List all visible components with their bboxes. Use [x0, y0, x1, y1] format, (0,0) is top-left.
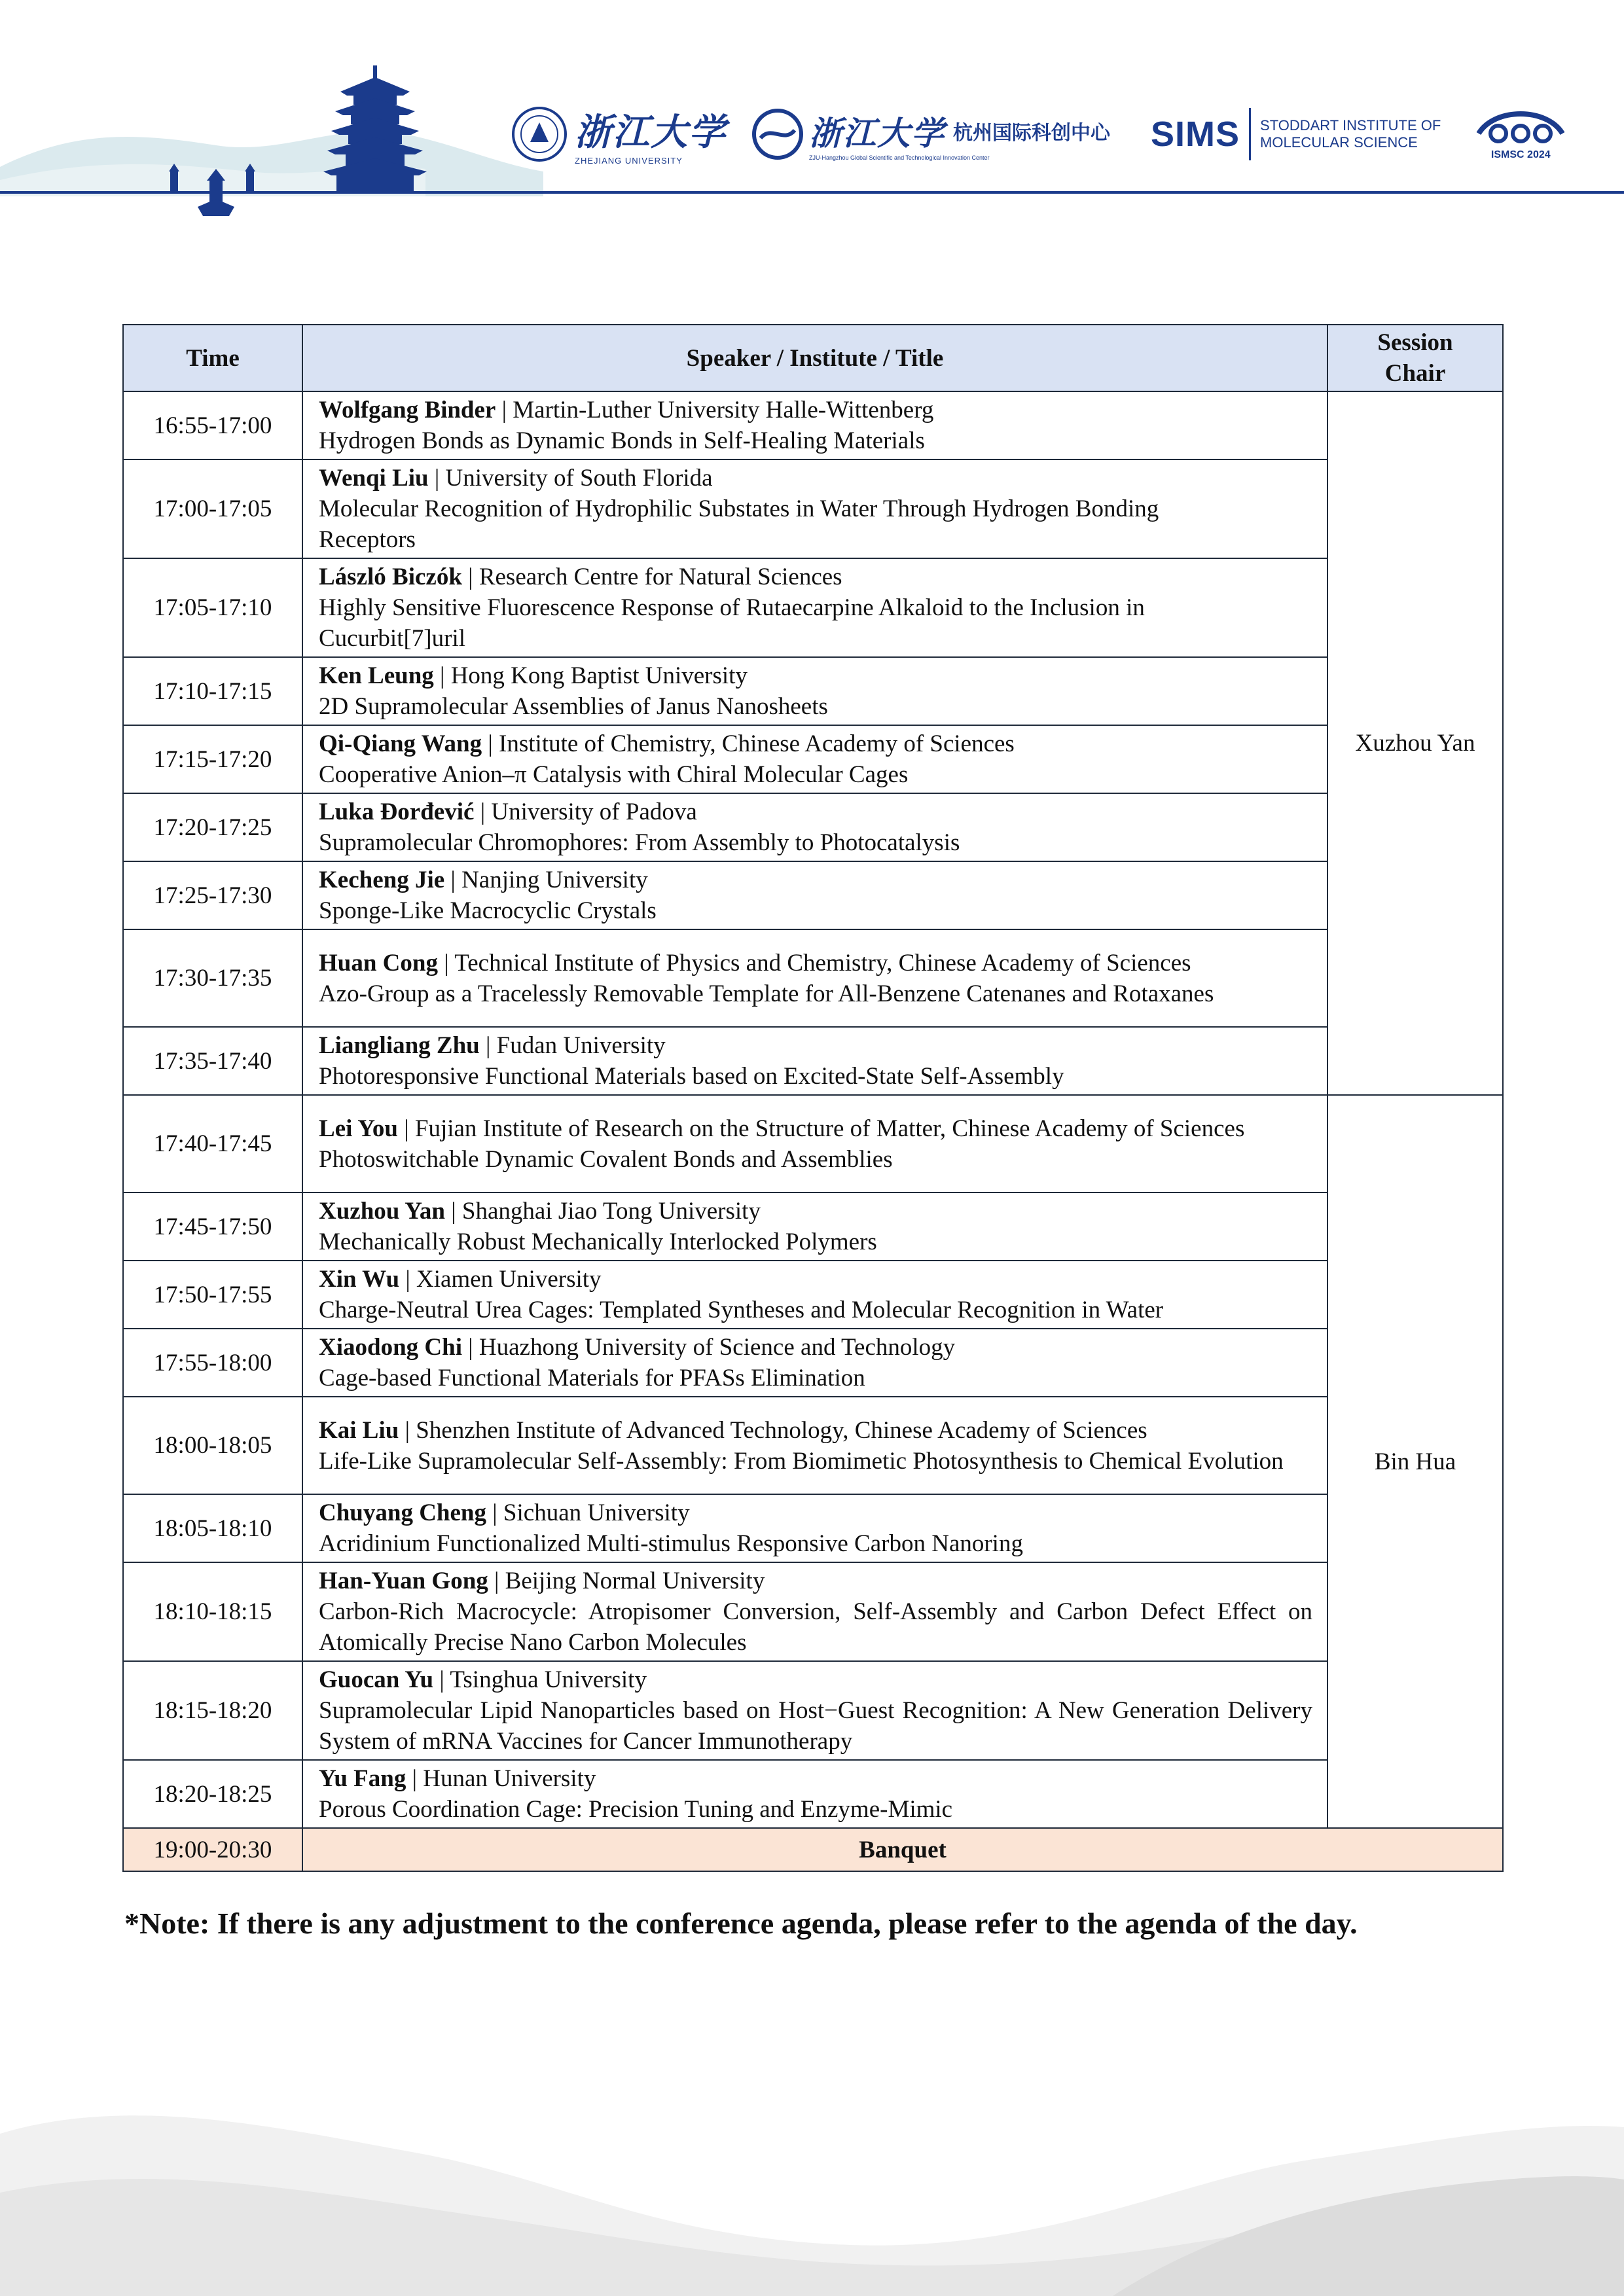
talk-title: Acridinium Functionalized Multi-stimulus Responsive Carbon Nanoring [319, 1530, 1023, 1557]
header-session-chair: Session Chair [1327, 325, 1503, 391]
talk-title: Porous Coordination Cage: Precision Tuning and Enzyme-Mimic [319, 1796, 953, 1823]
talk-cell [302, 657, 1327, 725]
speaker-name: Huan Cong [319, 949, 438, 977]
header-time: Time [123, 325, 302, 391]
talk-title: Charge-Neutral Urea Cages: Templated Syntheses and Molecular Recognition in Water [319, 1297, 1164, 1323]
talk-title: Molecular Recognition of Hydrophilic Substates in Water Through Hydrogen Bonding Receptors [319, 495, 1159, 553]
talk-cell [302, 861, 1327, 929]
institute: | Institute of Chemistry, Chinese Academy of Sciences [482, 730, 1015, 757]
time-cell: 17:35-17:40 [123, 1027, 302, 1095]
time-cell: 17:50-17:55 [123, 1261, 302, 1329]
time-cell: 18:05-18:10 [123, 1494, 302, 1562]
speaker-name: Kai Liu [319, 1416, 399, 1444]
speaker-name: Han-Yuan Gong [319, 1568, 488, 1594]
table-row [123, 1760, 1503, 1828]
talk-cell [302, 459, 1327, 558]
talk-title: Cage-based Functional Materials for PFASs Elimination [319, 1365, 865, 1391]
header-speaker: Speaker / Institute / Title [302, 325, 1327, 391]
institute: | University of South Florida [428, 465, 713, 492]
time-cell: 17:45-17:50 [123, 1193, 302, 1261]
table-row [123, 725, 1503, 793]
talk-title: 2D Supramolecular Assemblies of Janus Nanosheets [319, 693, 828, 720]
table-row [123, 1397, 1503, 1494]
talk-title: Highly Sensitive Fluorescence Response of Rutaecarpine Alkaloid to the Inclusion in Cucurbit[7]uril [319, 594, 1145, 652]
banquet-row [123, 1828, 1503, 1871]
talk-cell [302, 1193, 1327, 1261]
footer-landscape [0, 2081, 1624, 2296]
speaker-name: Wolfgang Binder [319, 397, 496, 423]
institute: | Martin-Luther University Halle-Wittenberg [496, 397, 934, 423]
institute: | Technical Institute of Physics and Chemistry, Chinese Academy of Sciences [437, 949, 1191, 977]
talk-cell [302, 1494, 1327, 1562]
talk-cell [302, 1261, 1327, 1329]
zju-hz-name-en: ZJU-Hangzhou Global Scientific and Technological Innovation Center [809, 154, 990, 161]
institute: | Xiamen University [399, 1266, 602, 1293]
table-row [123, 793, 1503, 861]
agenda-note: *Note: If there is any adjustment to the conference agenda, please refer to the agenda of the day. [124, 1907, 1358, 1940]
banquet-time: 19:00-20:30 [123, 1828, 302, 1871]
table-row [123, 1329, 1503, 1397]
zju-logo [511, 103, 727, 166]
talk-cell [302, 1397, 1327, 1494]
talk-cell [302, 793, 1327, 861]
zju-hz-name-cn: 浙江大学 [809, 114, 945, 152]
sims-line1: STODDART INSTITUTE OF [1260, 117, 1441, 134]
table-row [123, 1261, 1503, 1329]
institute: | Nanjing University [444, 867, 648, 893]
agenda-table [122, 324, 1504, 1872]
time-cell: 17:55-18:00 [123, 1329, 302, 1397]
time-cell: 16:55-17:00 [123, 391, 302, 459]
table-row [123, 861, 1503, 929]
talk-cell [302, 1027, 1327, 1095]
ismsc-logo [1475, 107, 1566, 161]
talk-cell [302, 391, 1327, 459]
speaker-name: Guocan Yu [319, 1666, 434, 1693]
institute: | Shenzhen Institute of Advanced Technology, Chinese Academy of Sciences [399, 1416, 1147, 1444]
time-cell: 17:10-17:15 [123, 657, 302, 725]
sims-logo [1151, 108, 1441, 160]
talk-cell [302, 725, 1327, 793]
time-cell: 17:05-17:10 [123, 558, 302, 657]
speaker-name: Xin Wu [319, 1266, 400, 1293]
zju-name-en: ZHEJIANG UNIVERSITY [575, 155, 683, 166]
session-chair-cell: Bin Hua [1327, 1095, 1503, 1828]
speaker-name: Luka Đorđević [319, 798, 475, 825]
zju-name-cn: 浙江大学 [575, 110, 727, 154]
zju-hz-center-cn: 杭州国际科创中心 [953, 122, 1110, 145]
talk-cell [302, 1661, 1327, 1760]
table-header-row [123, 325, 1503, 391]
time-cell: 18:00-18:05 [123, 1397, 302, 1494]
time-cell: 17:20-17:25 [123, 793, 302, 861]
institute: | Huazhong University of Science and Technology [461, 1334, 956, 1361]
talk-title: Azo-Group as a Tracelessly Removable Template for All-Benzene Catenanes and Rotaxanes [319, 980, 1214, 1007]
institute: | Sichuan University [486, 1499, 690, 1526]
pagoda-icon [323, 65, 427, 192]
table-row [123, 1193, 1503, 1261]
time-cell: 17:40-17:45 [123, 1095, 302, 1193]
speaker-name: Liangliang Zhu [319, 1032, 480, 1059]
speaker-name: László Biczók [319, 564, 462, 590]
institute: | Fudan University [479, 1032, 666, 1059]
talk-cell [302, 1329, 1327, 1397]
zju-hangzhou-emblem-icon [751, 108, 804, 160]
sims-divider [1249, 108, 1251, 160]
page-header [0, 0, 1624, 223]
institute: | Hong Kong Baptist University [433, 662, 748, 689]
table-row [123, 929, 1503, 1027]
session-chair-cell: Xuzhou Yan [1327, 391, 1503, 1095]
talk-title: Photoswitchable Dynamic Covalent Bonds and Assemblies [319, 1145, 893, 1173]
speaker-name: Kecheng Jie [319, 867, 445, 893]
table-row [123, 1562, 1503, 1661]
sims-line2: MOLECULAR SCIENCE [1260, 134, 1418, 151]
talk-title: Sponge-Like Macrocyclic Crystals [319, 897, 657, 924]
table-row [123, 657, 1503, 725]
speaker-name: Wenqi Liu [319, 465, 429, 492]
time-cell: 17:15-17:20 [123, 725, 302, 793]
institute: | Beijing Normal University [488, 1568, 765, 1594]
table-row [123, 558, 1503, 657]
table-row [123, 1027, 1503, 1095]
institute: | Shanghai Jiao Tong University [444, 1198, 761, 1225]
table-row [123, 1494, 1503, 1562]
time-cell: 17:30-17:35 [123, 929, 302, 1027]
speaker-name: Xuzhou Yan [319, 1198, 445, 1225]
logo-strip [511, 98, 1591, 170]
talk-title: Supramolecular Lipid Nanoparticles based on Host−Guest Recognition: A New Generation Delivery System of mRNA Vaccines for Cancer Immunotherapy [319, 1697, 1312, 1755]
talk-title: Life-Like Supramolecular Self-Assembly: From Biomimetic Photosynthesis to Chemical Evolution [319, 1447, 1284, 1475]
sims-wordmark: SIMS [1151, 115, 1240, 154]
zju-seal-icon [511, 105, 568, 163]
talk-title: Photoresponsive Functional Materials based on Excited-State Self-Assembly [319, 1063, 1064, 1090]
time-cell: 17:00-17:05 [123, 459, 302, 558]
institute: | Fujian Institute of Research on the Structure of Matter, Chinese Academy of Sciences [397, 1115, 1245, 1142]
speaker-name: Xiaodong Chi [319, 1334, 462, 1361]
talk-title: Hydrogen Bonds as Dynamic Bonds in Self-Healing Materials [319, 427, 925, 454]
table-row [123, 391, 1503, 459]
time-cell: 17:25-17:30 [123, 861, 302, 929]
speaker-name: Chuyang Cheng [319, 1499, 487, 1526]
time-cell: 18:20-18:25 [123, 1760, 302, 1828]
speaker-name: Qi-Qiang Wang [319, 730, 482, 757]
talk-cell [302, 929, 1327, 1027]
banquet-label: Banquet [302, 1828, 1503, 1871]
talk-cell [302, 1760, 1327, 1828]
table-row [123, 459, 1503, 558]
speaker-name: Yu Fang [319, 1765, 406, 1792]
zju-hangzhou-logo [751, 107, 1110, 161]
time-cell: 18:15-18:20 [123, 1661, 302, 1760]
speaker-name: Ken Leung [319, 662, 434, 689]
talk-cell [302, 1562, 1327, 1661]
talk-title: Carbon-Rich Macrocycle: Atropisomer Conversion, Self-Assembly and Carbon Defect Effect on Atomically Precise Nano Carbon Molecules [319, 1598, 1312, 1656]
header-rule [0, 191, 1624, 194]
talk-title: Supramolecular Chromophores: From Assembly to Photocatalysis [319, 829, 960, 856]
institute: | Hunan University [406, 1765, 596, 1792]
institute: | Tsinghua University [433, 1666, 647, 1693]
ismsc-arches-icon [1475, 107, 1566, 147]
institute: | Research Centre for Natural Sciences [461, 564, 842, 590]
ismsc-label: ISMSC 2024 [1490, 149, 1551, 160]
institute: | University of Padova [474, 798, 697, 825]
talk-cell [302, 1095, 1327, 1193]
table-row [123, 1661, 1503, 1760]
talk-title: Cooperative Anion–π Catalysis with Chiral Molecular Cages [319, 761, 909, 788]
talk-cell [302, 558, 1327, 657]
talk-title: Mechanically Robust Mechanically Interlocked Polymers [319, 1229, 877, 1255]
table-row [123, 1095, 1503, 1193]
time-cell: 18:10-18:15 [123, 1562, 302, 1661]
speaker-name: Lei You [319, 1115, 398, 1142]
